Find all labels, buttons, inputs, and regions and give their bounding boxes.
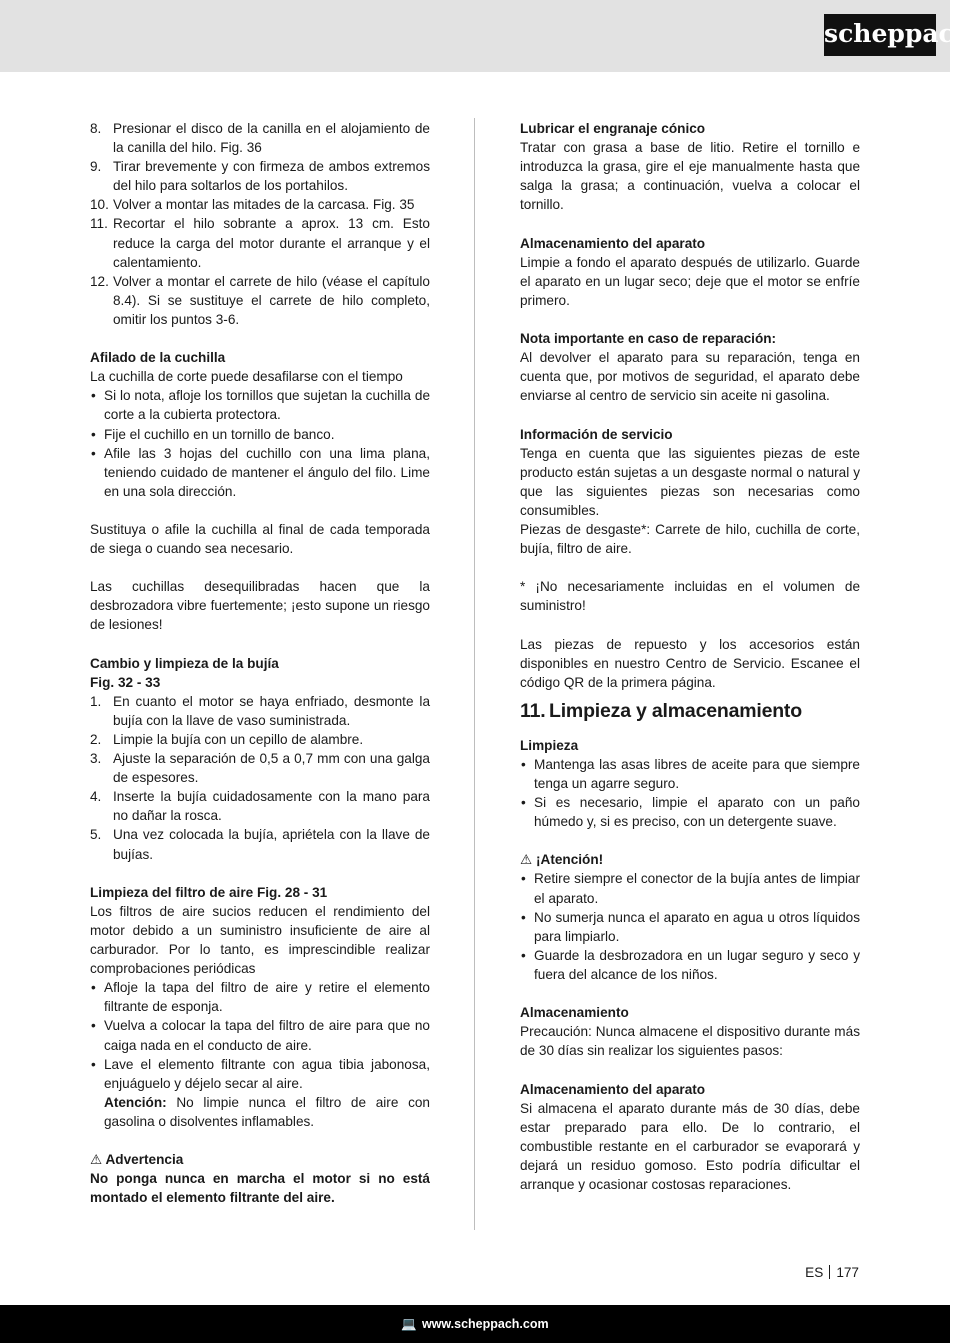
- website-link[interactable]: www.scheppach.com: [421, 1317, 549, 1331]
- list-item: • Guarde la desbrozadora en un lugar seguro y seco y fuera del alcance de los niños.: [521, 947, 860, 982]
- gear-heading: Lubricar el engranaje cónico: [520, 121, 706, 136]
- attention-heading: ⚠ ¡Atención!: [520, 852, 604, 868]
- page-number: ES 177: [805, 1265, 859, 1280]
- storage-heading: Almacenamiento del aparato: [520, 1081, 706, 1097]
- cleaning-list: [520, 755, 860, 831]
- storage-text: Precaución: Nunca almacene el dispositivo durante más de 30 días sin realizar los siguientes pasos:: [520, 1024, 860, 1059]
- list-item: 12. Volver a montar el carrete de hilo (véase el capítulo 8.4). Si se sustituye el carrete de hilo completo, omitir los puntos 3-6.: [90, 273, 430, 327]
- list-item: • Vuelva a colocar la tapa del filtro de aire para que no caiga nada en el conducto de aire.: [91, 1018, 430, 1053]
- list-item: 11. Recortar el hilo sobrante a aprox. 13 cm. Esto reduce la carga del motor durante el arranque y el calentamiento.: [90, 216, 430, 270]
- filter-list: [90, 978, 430, 1131]
- computer-icon: 💻: [401, 1317, 417, 1331]
- repair-text: Al devolver el aparato para su reparación, tenga en cuenta que, por motivos de seguridad, el aparato debe enviarse al centro de servicio sin aceite ni gasolina.: [520, 350, 860, 404]
- section-title: 11. Limpieza y almacenamiento: [520, 699, 802, 722]
- spare-parts-text: Las piezas de repuesto y los accesorios están disponibles en nuestro Centro de Servicio. Escanee el código QR de la primera página.: [520, 636, 860, 690]
- storage-heading: Almacenamiento: [520, 1005, 629, 1021]
- warning-icon: ⚠: [520, 852, 533, 868]
- sharpen-paragraph: Las cuchillas desequilibradas hacen que la desbrozadora vibre fuertemente; ¡esto supone un riesgo de lesiones!: [90, 579, 430, 633]
- list-item: 2. Limpie la bujía con un cepillo de alambre.: [90, 732, 364, 747]
- list-item: 3. Ajuste la separación de 0,5 a 0,7 mm con una galga de espesores.: [90, 751, 430, 786]
- attention-list: [520, 869, 860, 984]
- list-item: • No sumerja nunca el aparato en agua u otros líquidos para limpiarlo.: [521, 909, 860, 944]
- list-item: • Si lo nota, afloje los tornillos que sujetan la cuchilla de corte a la cubierta protectora.: [91, 388, 430, 423]
- list-item: • Si es necesario, limpie el aparato con un paño húmedo y, si es preciso, con un detergente suave.: [521, 795, 860, 830]
- list-item: 8. Presionar el disco de la canilla en el alojamiento de la canilla del hilo. Fig. 36: [90, 121, 430, 156]
- warning-text: No ponga nunca en marcha el motor si no está montado el elemento filtrante del aire.: [90, 1171, 430, 1206]
- list-item: • Fije el cuchillo en un tornillo de banco.: [91, 426, 335, 442]
- list-item: 4. Inserte la bujía cuidadosamente con la mano para no dañar la rosca.: [90, 789, 430, 824]
- list-item: 1. En cuanto el motor se haya enfriado, desmonte la bujía con la llave de vaso suministrada.: [90, 693, 430, 728]
- brand-logo: scheppach: [824, 14, 936, 56]
- storage-text: Limpie a fondo el aparato después de utilizarlo. Guarde el aparato en un lugar seco; deje que el motor se enfríe primero.: [520, 254, 860, 308]
- filter-intro: Los filtros de aire sucios reducen el rendimiento del motor debido a un suministro insuficiente de aire al carburador. Por lo tanto, es imprescindible realizar comprobaciones periódicas: [90, 903, 430, 977]
- warning-icon: ⚠: [90, 1152, 103, 1168]
- list-item: • Lave el elemento filtrante con agua tibia jabonosa, enjuáguelo y déjelo secar al aire.: [91, 1056, 430, 1091]
- sharpen-heading: Afilado de la cuchilla: [90, 350, 226, 366]
- footnote-text: * ¡No necesariamente incluidas en el volumen de suministro!: [520, 579, 860, 614]
- list-item: 10. Volver a montar las mitades de la carcasa. Fig. 35: [90, 197, 415, 213]
- sharpen-list: [90, 386, 430, 501]
- list-item: • Mantenga las asas libres de aceite para que siempre tenga un agarre seguro.: [521, 756, 860, 791]
- service-text: Tenga en cuenta que las siguientes piezas de este producto están sujetas a un desgaste normal o natural y que las siguientes piezas son necesarias como consumibles.: [520, 445, 860, 518]
- left-column: [90, 119, 430, 1207]
- plug-heading: Cambio y limpieza de la bujía: [90, 655, 279, 671]
- repair-heading: Nota importante en caso de reparación:: [520, 331, 777, 347]
- gear-text: Tratar con grasa a base de litio. Retire el tornillo e introduzca la grasa, gire el eje manualmente hasta que salga la grasa; a continuación, vuelva a colocar el tornillo.: [520, 140, 860, 213]
- filter-note: Atención: No limpie nunca el filtro de aire con gasolina o disolventes inflamables.: [104, 1094, 430, 1129]
- list-item: • Afile las 3 hojas del cuchillo con una lima plana, teniendo cuidado de mantener el ángulo del filo. Lime en una sola dirección.: [91, 445, 430, 499]
- sharpen-paragraph: Sustituya o afile la cuchilla al final de cada temporada de siega o cuando sea necesario.: [90, 521, 430, 557]
- storage-heading: Almacenamiento del aparato: [520, 235, 706, 251]
- right-column: [520, 119, 860, 1194]
- header-bar: [0, 0, 972, 72]
- cleaning-heading: Limpieza: [520, 737, 579, 753]
- sharpen-intro: La cuchilla de corte puede desafilarse con el tiempo: [90, 369, 403, 385]
- footer-bar: [0, 1305, 950, 1343]
- plug-steps-list: [90, 692, 430, 864]
- plug-fig: Fig. 32 - 33: [90, 674, 161, 690]
- list-item: • Afloje la tapa del filtro de aire y retire el elemento filtrante de esponja.: [91, 980, 430, 1015]
- storage-text: Si almacena el aparato durante más de 30 días, debe estar preparado para ello. De lo contrario, el combustible restante en el carburador se evaporará y dejará un residuo gomoso. Esto podría dificultar el arranque y ocasionar costosas reparaciones.: [520, 1100, 860, 1192]
- filter-heading: Limpieza del filtro de aire Fig. 28 - 31: [90, 884, 328, 900]
- list-item: • Retire siempre el conector de la bujía antes de limpiar el aparato.: [521, 871, 860, 906]
- list-item: 5. Una vez colocada la bujía, apriétela con la llave de bujías.: [90, 827, 430, 862]
- spool-steps-list: [90, 119, 430, 329]
- warning-heading: ⚠ Advertencia: [90, 1152, 184, 1168]
- wear-parts-text: Piezas de desgaste*: Carrete de hilo, cuchilla de corte, bujía, filtro de aire.: [520, 521, 860, 557]
- column-divider: [474, 118, 475, 1230]
- service-heading: Información de servicio: [520, 426, 673, 442]
- list-item: 9. Tirar brevemente y con firmeza de ambos extremos del hilo para soltarlos de los portahilos.: [90, 159, 430, 194]
